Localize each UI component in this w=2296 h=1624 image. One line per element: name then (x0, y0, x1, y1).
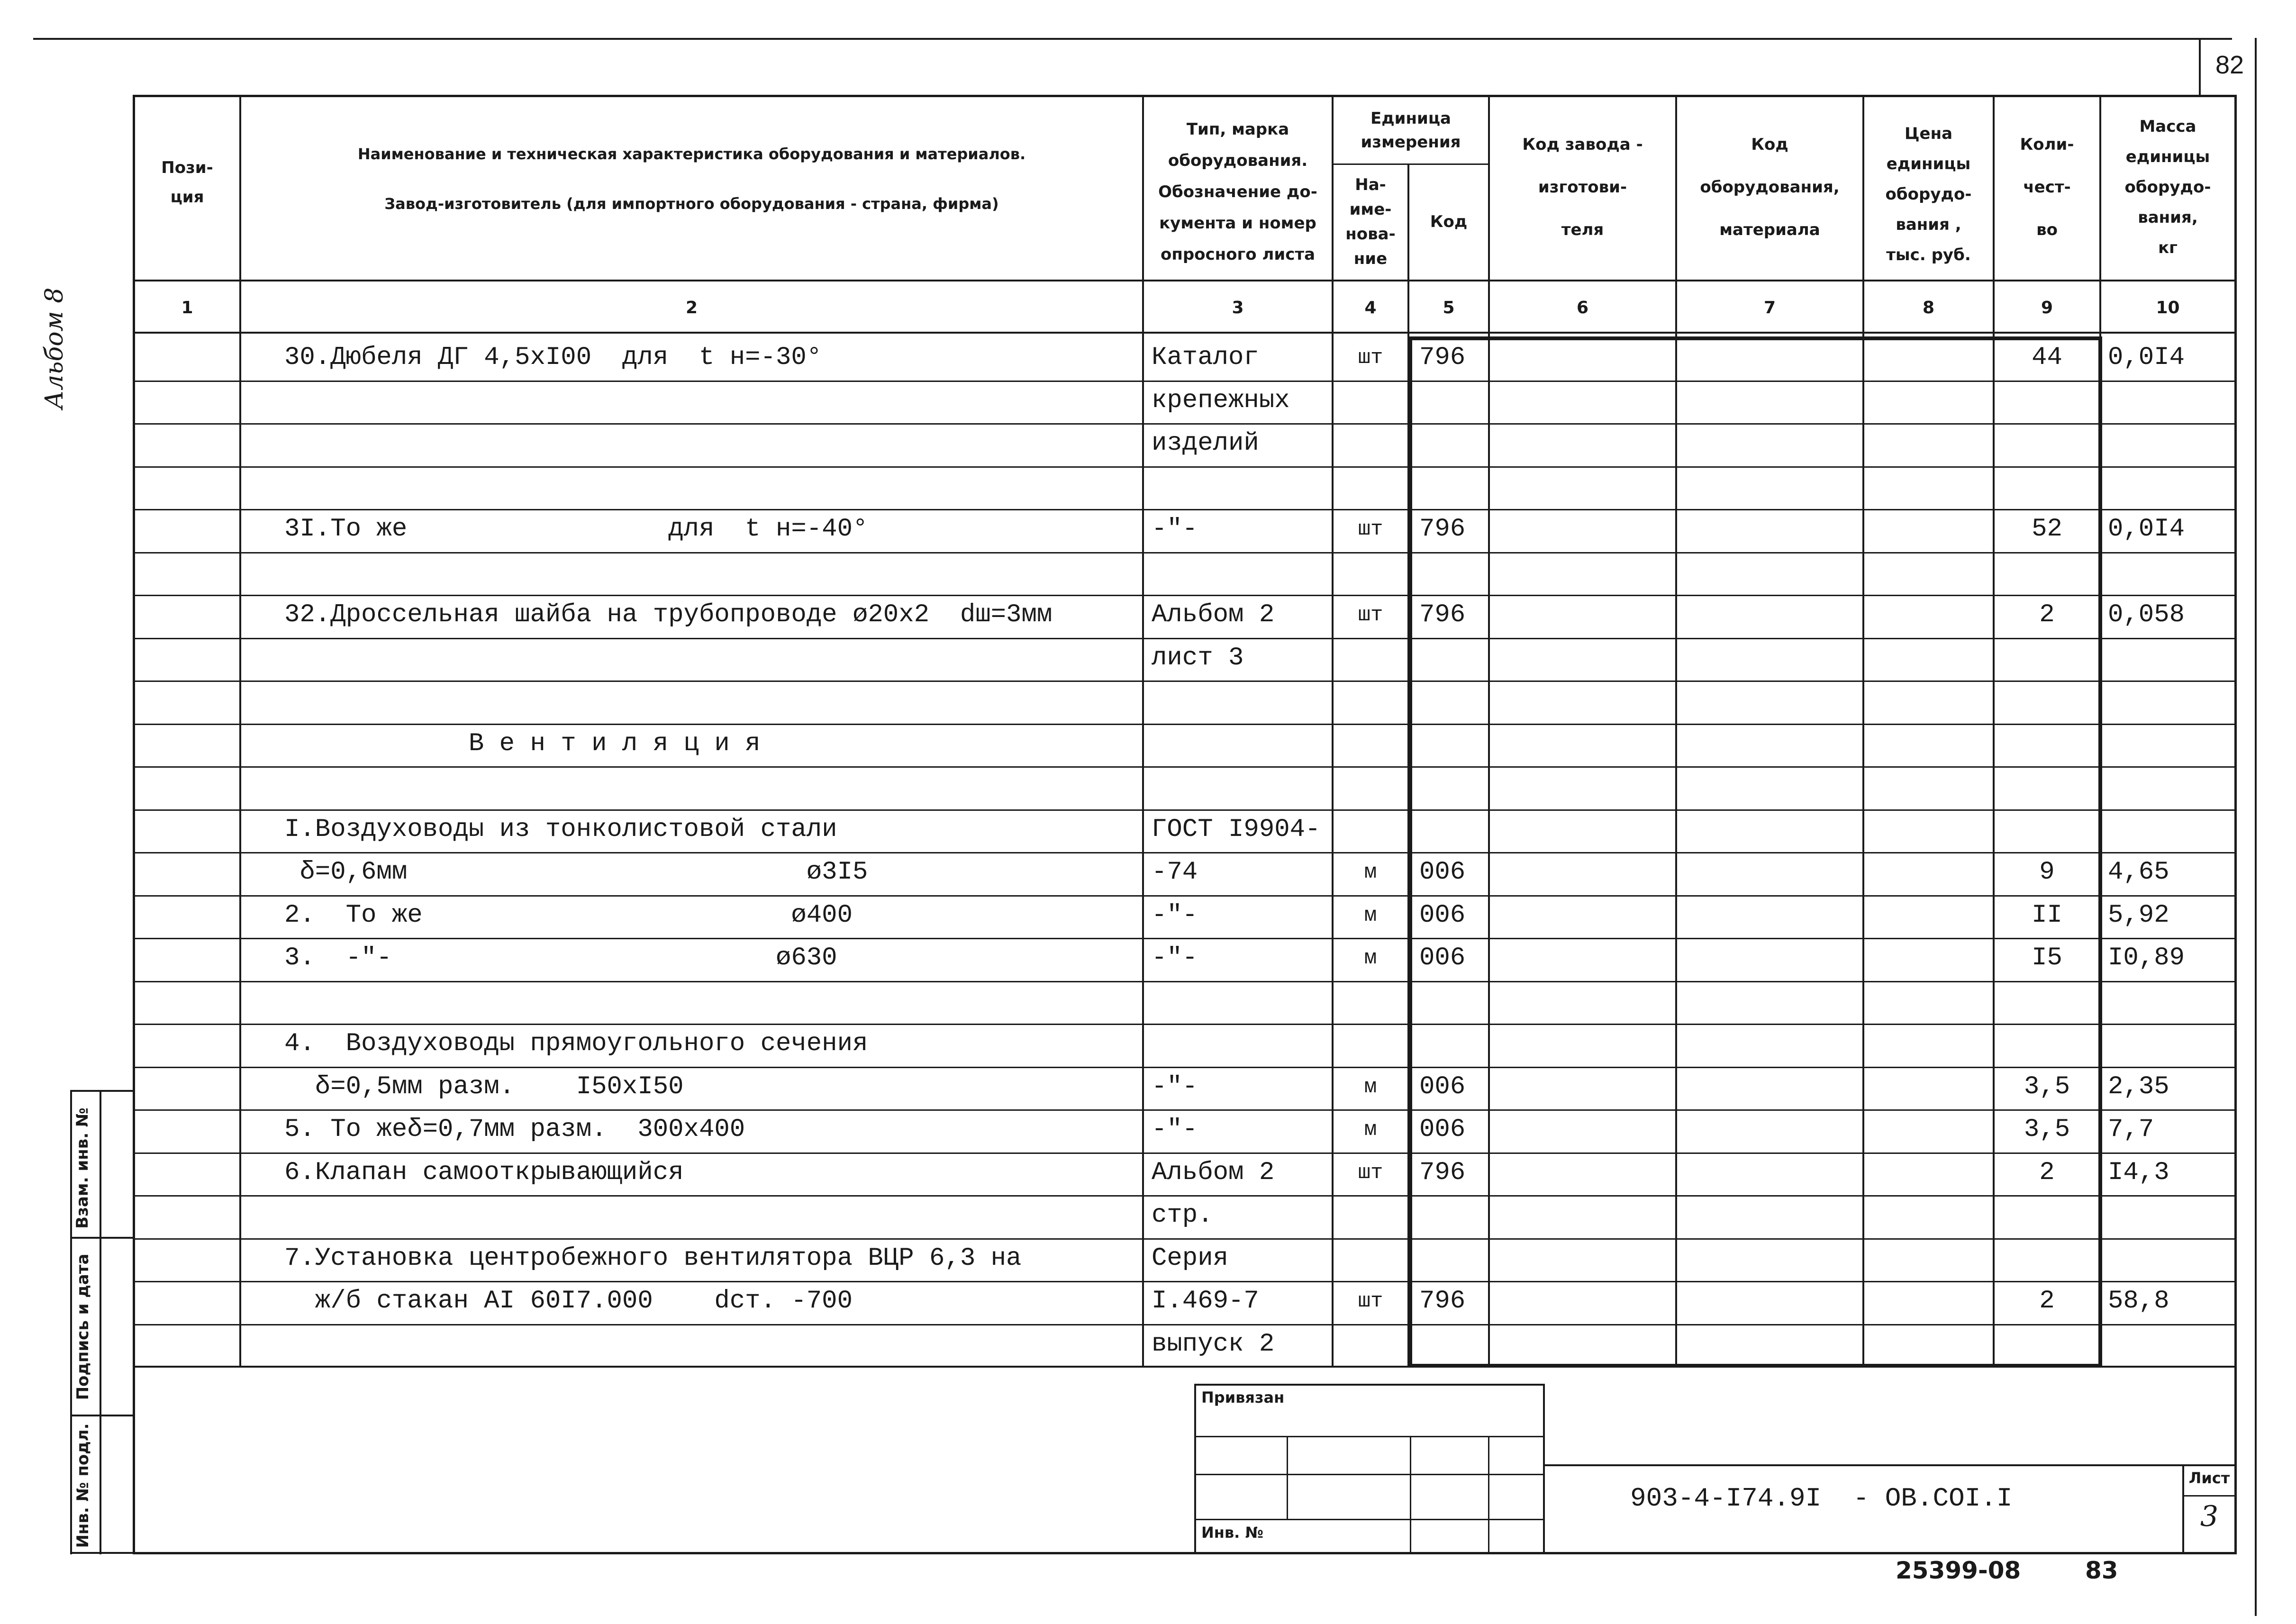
row-mass: I0,89 (2108, 944, 2185, 972)
row-divider (133, 595, 2237, 596)
header-name-line1: Наименование и техническая характеристика оборудования и материалов. (357, 145, 1026, 163)
row-ref: -"- (1152, 944, 1198, 972)
row-ref: -"- (1152, 1072, 1198, 1101)
row-code: 006 (1419, 1115, 1466, 1144)
row-name: 7.Установка центробежного вентилятора ВЦР 6,3 на (284, 1243, 1022, 1273)
row-divider (133, 1238, 2237, 1240)
row-mass: 0,0I4 (2108, 515, 2185, 544)
order-number: 25399-08 (1896, 1557, 2021, 1584)
row-name: 30.Дюбеля ДГ 4,5хI00 для t н=-30° (284, 343, 822, 372)
header-quantity: Коли- чест- во (2020, 135, 2074, 239)
row-ref: Каталог (1152, 343, 1259, 372)
top-page-number: 82 (2215, 51, 2244, 79)
header-position: Пози- ция (161, 158, 213, 207)
row-unit: м (1364, 1075, 1377, 1099)
header-unit: Единица измерения (1361, 109, 1461, 152)
row-mass: 0,058 (2108, 600, 2185, 629)
row-mass: 0,0I4 (2108, 343, 2185, 372)
row-ref: крепежных (1152, 386, 1290, 415)
row-unit: м (1364, 903, 1377, 927)
colnum-5: 5 (1443, 298, 1455, 318)
row-code: 006 (1419, 900, 1466, 930)
row-divider (133, 509, 2237, 510)
colnum-10: 10 (2156, 298, 2180, 318)
row-divider (133, 1109, 2237, 1111)
row-divider (133, 1195, 2237, 1197)
inv-no-label: Инв. № (1201, 1524, 1263, 1542)
row-code: 796 (1419, 1158, 1466, 1187)
row-name: 32.Дроссельная шайба на трубопроводе ø20х2 dш=3мм (284, 600, 1053, 629)
row-name: δ=0,5мм разм. I50хI50 (284, 1072, 684, 1101)
row-qty: 3,5 (2024, 1072, 2070, 1101)
row-divider (133, 466, 2237, 468)
row-unit: м (1364, 1118, 1377, 1142)
row-mass: 5,92 (2108, 900, 2169, 930)
header-price: Цена единицы оборудо- вания , тыс. руб. (1885, 124, 1972, 264)
row-mass: 58,8 (2108, 1287, 2169, 1316)
row-unit: шт (1358, 603, 1383, 627)
row-divider (133, 1324, 2237, 1325)
row-divider (133, 381, 2237, 382)
row-ref: Серия (1152, 1243, 1229, 1273)
row-ref: -"- (1152, 515, 1198, 544)
side-stamp-original-inv: Инв. № подл. (73, 1423, 92, 1548)
row-ref: ГОСТ I9904- (1152, 815, 1321, 844)
row-code: 006 (1419, 1072, 1466, 1101)
colnum-2: 2 (685, 298, 698, 318)
side-album-label: Альбом 8 (40, 287, 69, 409)
row-ref: лист 3 (1152, 643, 1244, 672)
row-qty: 2 (2039, 1158, 2055, 1187)
privyazan-label: Привязан (1201, 1388, 1285, 1406)
row-mass: 4,65 (2108, 858, 2169, 887)
side-stamp-signature-date: Подпись и дата (73, 1253, 92, 1400)
row-divider (133, 423, 2237, 425)
footer-page-number: 83 (2085, 1557, 2118, 1584)
row-unit: шт (1358, 1161, 1383, 1185)
row-mass: 7,7 (2108, 1115, 2154, 1144)
sheet-number: 3 (2200, 1500, 2219, 1533)
side-stamp-replace-inv: Взам. инв. № (73, 1107, 92, 1229)
row-qty: 9 (2039, 858, 2055, 887)
row-ref: Альбом 2 (1152, 600, 1275, 629)
row-name: 4. Воздуховоды прямоугольного сечения (284, 1029, 868, 1058)
sheet-label: Лист (2188, 1469, 2230, 1487)
header-mass: Масса единицы оборудо- вания, кг (2124, 117, 2211, 257)
row-unit: шт (1358, 517, 1383, 541)
row-divider (133, 852, 2237, 853)
row-divider (133, 1067, 2237, 1068)
row-ref: I.469-7 (1152, 1287, 1259, 1316)
header-type: Тип, марка оборудования. Обозначение до- кумента и номер опросного листа (1158, 120, 1317, 264)
row-ref: стр. (1152, 1201, 1213, 1230)
row-qty: 3,5 (2024, 1115, 2070, 1144)
row-code: 796 (1419, 343, 1466, 372)
row-unit: шт (1358, 346, 1383, 370)
row-ref: выпуск 2 (1152, 1329, 1275, 1359)
row-code: 796 (1419, 600, 1466, 629)
header-name-line2: Завод-изготовитель (для импортного оборудования - страна, фирма) (384, 195, 999, 213)
row-divider (133, 552, 2237, 553)
row-qty: 2 (2039, 1287, 2055, 1316)
row-name: 3I.То же для t н=-40° (284, 515, 868, 544)
row-divider (133, 1152, 2237, 1154)
row-divider (133, 895, 2237, 897)
row-divider (133, 766, 2237, 768)
row-name: 5. То жеδ=0,7мм разм. 300х400 (284, 1115, 745, 1144)
colnum-7: 7 (1763, 298, 1776, 318)
header-unit-code: Код (1430, 212, 1468, 231)
row-qty: 44 (2032, 343, 2062, 372)
row-name: В е н т и л я ц и я (284, 729, 761, 758)
row-ref: -"- (1152, 1115, 1198, 1144)
row-name: I.Воздуховоды из тонколистовой стали (284, 815, 837, 844)
row-code: 796 (1419, 515, 1466, 544)
row-name: 2. То же ø400 (284, 900, 853, 930)
row-name: 3. -"- ø630 (284, 944, 837, 972)
row-qty: 52 (2032, 515, 2062, 544)
row-code: 006 (1419, 944, 1466, 972)
row-divider (133, 809, 2237, 811)
row-mass: I4,3 (2108, 1158, 2169, 1187)
row-unit: м (1364, 861, 1377, 884)
row-qty: II (2032, 900, 2062, 930)
row-divider (133, 981, 2237, 982)
row-name: 6.Клапан самооткрывающийся (284, 1158, 684, 1187)
row-divider (133, 1281, 2237, 1282)
row-divider (133, 680, 2237, 682)
row-divider (133, 638, 2237, 639)
row-ref: -"- (1152, 900, 1198, 930)
row-ref: -74 (1152, 858, 1198, 887)
header-equipment-code: Код оборудования, материала (1700, 135, 1840, 239)
colnum-6: 6 (1576, 298, 1589, 318)
row-code: 796 (1419, 1287, 1466, 1316)
row-code: 006 (1419, 858, 1466, 887)
row-divider (133, 938, 2237, 939)
document-designation: 903-4-I74.9I - ОВ.СОI.I (1630, 1483, 2013, 1514)
colnum-3: 3 (1232, 298, 1244, 318)
row-qty: I5 (2032, 944, 2062, 972)
colnum-4: 4 (1364, 298, 1377, 318)
row-unit: шт (1358, 1289, 1383, 1313)
colnum-8: 8 (1922, 298, 1935, 318)
row-qty: 2 (2039, 600, 2055, 629)
row-unit: м (1364, 946, 1377, 970)
row-ref: Альбом 2 (1152, 1158, 1275, 1187)
row-mass: 2,35 (2108, 1072, 2169, 1101)
row-divider (133, 724, 2237, 725)
colnum-9: 9 (2041, 298, 2053, 318)
row-ref: изделий (1152, 429, 1259, 458)
colnum-1: 1 (181, 298, 193, 318)
row-name: δ=0,6мм ø3I5 (284, 858, 868, 887)
row-name: ж/б стакан АI 60I7.000 dст. -700 (284, 1287, 853, 1316)
header-unit-name: На- име- нова- ние (1345, 175, 1396, 268)
row-divider (133, 1024, 2237, 1025)
header-factory-code: Код завода - изготови- теля (1522, 135, 1643, 239)
